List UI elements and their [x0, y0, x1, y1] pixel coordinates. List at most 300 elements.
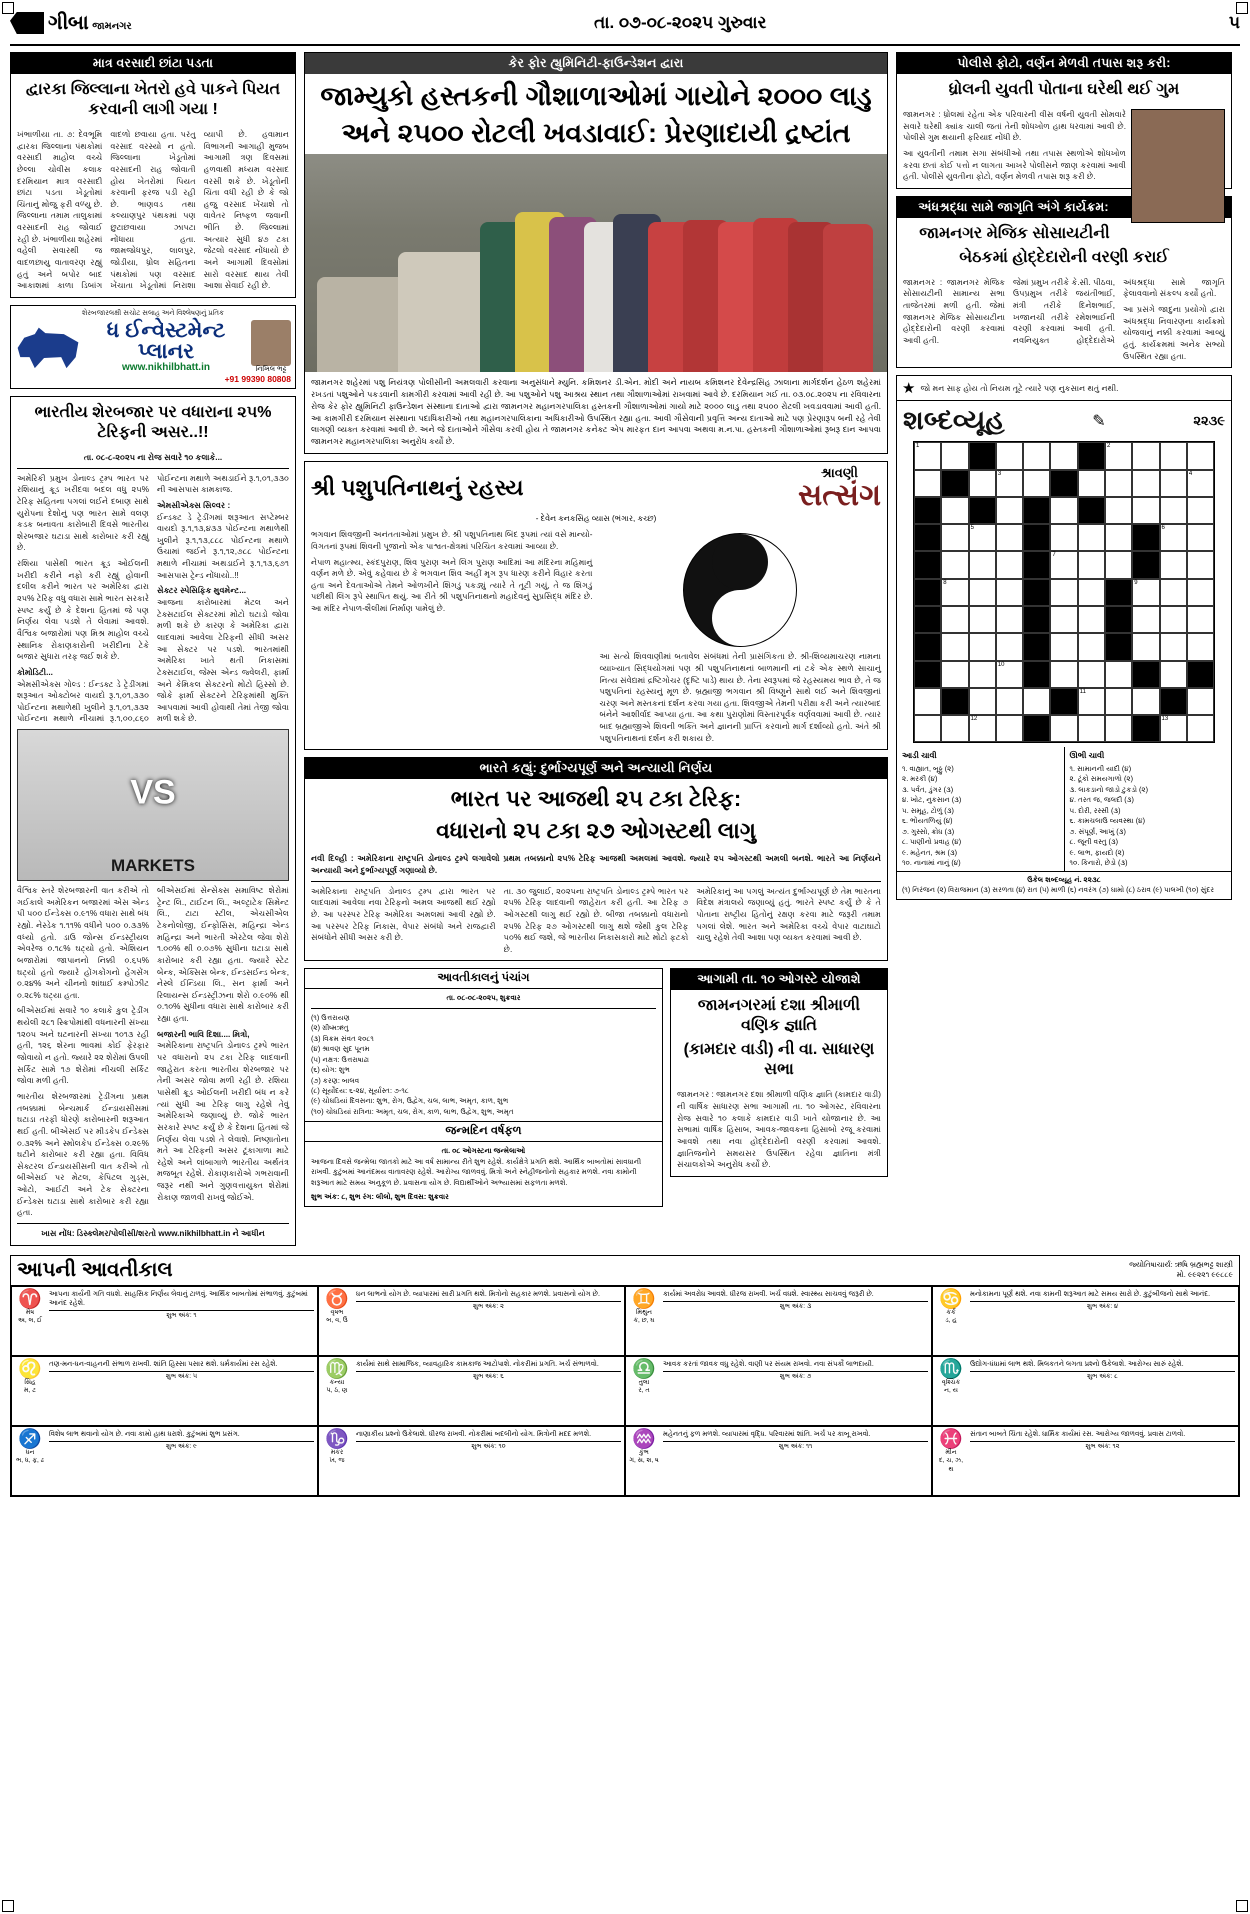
crossword-title: શબ્દવ્યૂહ [903, 405, 1005, 436]
article-tariff [304, 757, 888, 961]
crossword-block-cell [1023, 551, 1050, 578]
zodiac-range: અ, લ, ઈ [17, 1317, 42, 1325]
zodiac-glyph-icon: ♌ [18, 1358, 42, 1380]
market-para-4: બીએસઈમાં સવારે ૧૦ કલાકે કુલ ટ્રેડીંગ થયેલી ૨૮૧ સ્ક્રિપોમાંથી વધનારની સંખ્યા ૧૨૦૫ અને ઘટનારની સંખ્યા ૧૦૧૩ રહી હતી, ૧૨૬ શેરના ભાવમાં કોઈ ફેરફાર જોવાયો ન હતો. જ્યારે ૨૨ શેરોમાં ઉપલી સર્કિટ સામે ૧૭ શેરોમાં નીચલી સર્કિટ જોવા મળી હતી. [17, 1006, 149, 1086]
crossword-cell[interactable] [1078, 606, 1105, 633]
across-clue-6: ૭. ગુસ્સો, ક્રોધ (૩) [902, 826, 955, 836]
commodity-title: કોમોડિટી... [17, 667, 53, 677]
crossword-cell[interactable]: 10 [996, 661, 1023, 688]
silver-body: ઈન્ડક્ટ ડે ટ્રેડીંગમાં શરૂઆત સપ્ટેમ્બર વાયદો રૂ.૧,૧૩,૪૩૩ પોઈન્ટના મથાળેથી ખુલીને રૂ.૧,૧૩,૮૮૮ પોઈન્ટના મથાળે ઉંચામાં જઈને રૂ.૧,૧૨,૭૮૮ પોઈન્ટના મથાળે નીચામાં અથડાઈને રૂ.૧,૧૩,૬૭૧ આસપાસ ટ્રેન્ડ નોંધાયો..!! [157, 512, 289, 580]
crossword-cell[interactable] [1187, 524, 1214, 551]
issue-date: તા. ૦૭-૦૮-૨૦૨૫ ગુરુવાર [594, 13, 767, 32]
crossword-cell[interactable] [914, 715, 941, 742]
tariff-para-1: અમેરિકાના રાષ્ટ્રપતિ ડોનાલ્ડ ટ્રમ્પ દ્વારા ભારત પર લાદવામાં આવેલા નવા ટેરિફનો અમલ આજથી થઈ રહ્યો છે. આ પરસ્પર ટેરિફ અમેરિકા અમલમાં આવી રહ્યો છે. આ પરસ્પર ટેરિફ નિકાસ, વેપાર સંબંધો અને રાજદ્વારી સંબંધોને સીધી અસર કરી છે. [311, 886, 496, 943]
magic-headline-line2: બેઠકમાં હોદ્દેદારોની વરણી કરાઈ [959, 248, 1169, 266]
sector-title: સેક્ટર સ્પેસિફિક મુવમેન્ટ... [157, 586, 247, 596]
zodiac-range: દ, ચ, ઝ, થ [938, 1457, 964, 1473]
horoscope-cell [11, 1356, 318, 1426]
sector-body: આજના કારોબારમાં મેટલ અને ટેક્સટાઈલ સેક્ટરમાં મોટો ઘટાડો જોવા મળી શકે છે કારણ કે અમેરિકા દ્વારા લાદવામાં આવેલા ટેરિફની સીધી અસર આ સેક્ટર પર પડશે. ભારતમાંથી અમેરિકા ખાતે થતી નિકાસમાં ટેક્સટાઈલ, જેમ્સ એન્ડ જ્વેલરી, ફાર્મા અને કેમિકલ સેક્ટરનો મોટો હિસ્સો છે. જોકે ફાર્મા સેક્ટરને ટેરિફમાંથી મુક્તિ આપવામાં આવી હોવાથી તેમાં તેજી જોવા મળી શકે છે. [157, 598, 289, 724]
zodiac-text: કાર્યમાં સાથે સામાજિક, વ્યાવહારિક કામકાજ આટોપાશે. નોકરીમાં પ્રગતિ. ખર્ચ સંભાળવો. શુભ અંક: ૬ [356, 1360, 621, 1422]
crossword-cell[interactable] [941, 633, 968, 660]
ad-brand-name: ધ ઈન્વેસ્ટમેન્ટ પ્લાનર [106, 319, 226, 364]
across-clue-7: ૮. પાણીનો પ્રવાહ (૪) [902, 837, 962, 847]
zodiac-text: તણ-મન-ધન-વાહનની સંભાળ રાખવી. શાંતિ હિસ્સા પસાર થશે. ધર્મકાર્યમાં રસ રહેશે. શુભ અંક: ૫ [49, 1360, 314, 1422]
crossword-cell[interactable] [1023, 688, 1050, 715]
crossword-cell[interactable] [1050, 661, 1077, 688]
crossword-block-cell [1023, 497, 1050, 524]
article-sabha [670, 968, 888, 1176]
crossword-cell[interactable]: 5 [969, 524, 996, 551]
crossword-cell[interactable] [1050, 606, 1077, 633]
down-clue-9: ૧૦. કિનારો, છેડો (૩) [1069, 857, 1128, 867]
crossword-cell[interactable] [1187, 579, 1214, 606]
crossword-cell[interactable] [1187, 551, 1214, 578]
crossword-cell[interactable] [941, 497, 968, 524]
crossword-cell[interactable]: 3 [996, 470, 1023, 497]
panchang-line-0: (૧) ઉત્તરાયણ [311, 1012, 350, 1022]
horoscope-cell [625, 1286, 932, 1356]
crossword-cell[interactable] [1160, 497, 1187, 524]
zodiac-name: મિથુન [636, 1308, 652, 1316]
advertisement-investment-planner[interactable] [10, 305, 296, 389]
sabha-headline-line1: જામનગરમાં દશા શ્રીમાળી વણિક જ્ઞાતિ [697, 997, 861, 1035]
crossword-block-cell [941, 688, 968, 715]
horoscope-cell [625, 1426, 932, 1496]
crossword-cell[interactable] [1050, 715, 1077, 742]
article-market [10, 396, 296, 1246]
shravani-satsang-logo [798, 465, 881, 511]
crossword-cell[interactable] [1132, 497, 1159, 524]
market-para-6: બીએસઈમાં સેન્સેક્સ સમાવિષ્ટ શેરોમાં ટ્રેન્ટ લિ., ટાઈટન લિ., અલ્ટ્રાટેક સિમેન્ટ લિ., ટાટા સ્ટીલ, એચસીએલ ટેકનોલોજી, ઈન્ફોસિસ, મહિન્દ્રા એન્ડ મહિન્દ્રા અને ભારતી એરટેલ જેવા શેરો ૧.૦૦% થી ૦.૦૭% સુધીના ઘટાડા સાથે કારોબાર કરી રહ્યા હતા. જ્યારે સ્ટેટ બેન્ક, એક્સિસ બેન્ક, ઈન્ડસઈન્ડ બેન્ક, નેસ્લે ઈન્ડિયા લિ., સન ફાર્મા અને રિલાયન્સ ઈન્ડસ્ટ્રીઝના શેરો ૦.૯૦% થી ૦.૧૦% સુધીના વધારા સાથે કારોબાર કરી રહ્યા હતા. [157, 886, 289, 1024]
crossword-cell[interactable] [1132, 470, 1159, 497]
crossword-cell[interactable] [969, 579, 996, 606]
horoscope-cell [318, 1286, 625, 1356]
crossword-cell[interactable] [1187, 442, 1214, 469]
crossword-cell[interactable] [1160, 442, 1187, 469]
advice-title: બજારની ભાવિ દિશા.... મિત્રો, [157, 1029, 250, 1039]
crossword-cell[interactable] [1132, 442, 1159, 469]
panchang-title: આવતીકાલનું પંચાંગ [305, 969, 662, 989]
crossword-cell[interactable] [996, 579, 1023, 606]
zodiac-text: આવક કરતાં જાવક વધુ રહેશે. વાણી પર સંયમ રાખવો. નવા સંપર્કો લાભદાયી. શુભ અંક: ૭ [663, 1360, 928, 1422]
across-clue-2: ૩. પર્વત, ડુંગર (૩) [902, 784, 954, 794]
horoscope-block [10, 1255, 1240, 1497]
zodiac-sign [936, 1430, 966, 1492]
crossword-cell[interactable] [941, 606, 968, 633]
crossword-block-cell [1132, 661, 1159, 688]
crossword-cell[interactable] [996, 442, 1023, 469]
crossword-cell[interactable] [969, 688, 996, 715]
zodiac-name: વૃષભ [330, 1308, 344, 1316]
tariff-para-3: અમેરિકાનું આ પગલું અત્યંત દુર્ભાગ્યપૂર્ણ છે તેમ ભારતના વિદેશ મંત્રાલયે જણાવ્યું હતું. ભારતે સ્પષ્ટ કર્યું છે કે તે પોતાના રાષ્ટ્રીય હિતોનું રક્ષણ કરવા માટે જરૂરી તમામ પગલાં લેશે. ભારત અને અમેરિકા વચ્ચે વેપાર વાટાઘાટો ચાલુ રહેશે તેવી આશા પણ વ્યક્ત કરવામાં આવી છે. [696, 886, 881, 943]
column-left [10, 52, 296, 1253]
crossword-cell[interactable] [1160, 633, 1187, 660]
crossword-block-cell [1023, 661, 1050, 688]
zodiac-glyph-icon: ♎ [632, 1358, 656, 1380]
zodiac-glyph-icon: ♊ [632, 1288, 656, 1310]
crossword-block-cell [969, 442, 996, 469]
crossword-cell[interactable] [1105, 470, 1132, 497]
satsang-line2: સત્સંગ [797, 479, 881, 513]
astrologer-name: જ્યોતિષાચાર્ય: ઋષિ બ્રહ્મભટ્ટ શાસ્ત્રી [1129, 1260, 1233, 1270]
sabha-body: જામનગર : જામનગર દશા શ્રીમાળી વણિક જ્ઞાતિ (કામદાર વાડી) ની વાર્ષિક સાધારણ સભા આગામી તા. ૧૦ ઓગસ્ટ, રવિવારના રોજ સવારે ૧૦ કલાકે કામદાર વાડી ખાતે યોજાનાર છે. આ સભામાં વાર્ષિક હિસાબ, આવક-જાવકના હિસાબો રજૂ કરવામાં આવશે તથા નવા હોદ્દેદારોની વરણી કરવામાં આવશે. જ્ઞાતિજનોને સમયસર ઉપસ્થિત રહેવા જ્ઞાતિના મંત્રી સંચાલકોએ અનુરોધ કર્યો છે. [677, 1090, 881, 1170]
police-para-1: જામનગર : ધ્રોલમાં રહેતા એક પરિવારની વીસ વર્ષની યુવતી સોમવારે સવારે ઘરેથી ક્યાંક ચાલી જતાં તેની શોધખોળ હાથ ધરવામાં આવી છે. પોલીસે ગુમ થયાની ફરિયાદ નોંધી છે. [903, 110, 1126, 143]
crossword-cell[interactable] [1078, 470, 1105, 497]
missing-girl-photo [1131, 109, 1225, 223]
crossword-cell[interactable] [1160, 661, 1187, 688]
crossword-block-cell [1187, 661, 1214, 688]
zodiac-lucky-number: શુભ અંક: ૬ [356, 1371, 621, 1381]
panchang-line-4: (૫) નક્ષત્ર: ઉત્તરાષાઢા [311, 1054, 370, 1064]
zodiac-range: ક, છ, ઘ [633, 1317, 655, 1325]
zodiac-glyph-icon: ♐ [18, 1428, 42, 1450]
crossword-cell[interactable] [996, 633, 1023, 660]
tariff-lead: નવી દિલ્હી : અમેરિકાના રાષ્ટ્રપતિ ડોનાલ્ડ ટ્રમ્પે લગાવેલો પ્રથમ તબક્કાનો ૨૫% ટેરિફ આજથી અમલમાં આવશે. જ્યારે ૨૫ ઓગસ્ટથી અમલી બનશે. ભારતે આ નિર્ણયને અન્યાયી અને દુર્ભાગ્યપૂર્ણ ગણાવ્યો છે. [311, 854, 881, 875]
zodiac-range: ડ, હ [945, 1317, 957, 1325]
panchang-date: તા. ૦૮-૦૮-૨૦૨૫, શુક્રવાર [446, 993, 521, 1003]
crossword-cell[interactable] [1078, 524, 1105, 551]
crossword-quote: જો મન સાફ હોય તો નિયમ તૂટે ત્યારે પણ નુકસાન થતું નથી. [920, 383, 1119, 393]
crossword-block-cell [1023, 715, 1050, 742]
magic-headline-line1: જામનગર મેજિક સોસાયટીની [919, 224, 1110, 242]
crossword-cell[interactable] [1023, 442, 1050, 469]
pashupati-byline: - દેવેન કનકસિંહ વ્યાસ (ભંગાર, કચ્છ) [535, 514, 657, 524]
zodiac-range: ગ, સ, શ, ષ [629, 1457, 659, 1465]
crossword-block-cell [914, 579, 941, 606]
zodiac-lucky-number: શુભ અંક: ૧ [49, 1310, 314, 1320]
logo-subtitle: જામનગર [92, 20, 132, 32]
down-clue-4: ૫. દોરી, રસ્સી (૩) [1069, 805, 1121, 815]
across-clue-1: ૨. મરકી (૪) [902, 774, 938, 784]
crossword-block-cell [914, 524, 941, 551]
zodiac-glyph-icon: ♑ [325, 1428, 349, 1450]
zodiac-lucky-number: શુભ અંક: ૨ [356, 1301, 621, 1311]
crossword-cell[interactable] [1105, 661, 1132, 688]
zodiac-text: સંતાન બાબતે ચિંતા રહેશે. ધાર્મિક કાર્યમાં રસ. આરોગ્ય જાળવવું. પ્રવાસ ટાળવો. શુભ અંક: ૧૨ [970, 1430, 1235, 1492]
zodiac-lucky-number: શુભ અંક: ૫ [49, 1371, 314, 1381]
panchang-line-6: (૭) કરણ: બાલવ [311, 1075, 360, 1085]
crossword-cell[interactable] [996, 524, 1023, 551]
crossword-cell[interactable] [1078, 579, 1105, 606]
crossword-cell[interactable]: 12 [969, 715, 996, 742]
gaushala-caption: જામનગર શહેરમાં પશુ નિયંત્રણ પોલીસીની અમલવારી કરવાના અનુસંધાને મ્યુનિ. કમિશનર ડી.એન. મોદી અને નાયબ કમિશનર દેવેન્દ્રસિંહ ઝાલાના માર્ગદર્શન હેઠળ શહેરમાં રખડતાં પશુઓને પકડવાની કામગીરી કરવામાં આવી રહી છે. આ પશુઓને પશુ આશ્રય સ્થાન તથા ગૌશાળાઓમાં રાખવામાં આવે છે. દરમિયાન ગઈ તા. ૦૩.૦૮.૨૦૨૫ ના રવિવારના રોજ કેર ફોર હ્યુમિનિટી ફાઉન્ડેશન સંસ્થાના દાતાઓ દ્વારા જામનગર મહાનગરપાલિકા હસ્તકની ગૌશાળાઓમાં ગાયો માટે ૨૦૦૦ લાડુ તથા ૨૫૦૦ રોટલી ખવડાવવામાં આવી હતી. આ કામગીરી દરમિયાન સંસ્થાના પદાધિકારીઓ તથા મહાનગરપાલિકાના અધિકારીઓ ઉપસ્થિત રહ્યા હતા. આવી ગૌસેવાની પ્રવૃત્તિ અન્ય દાતાઓ માટે પણ પ્રેરણારૂપ બની રહે તેવી લાગણી વ્યક્ત કરવામાં આવી છે. અને જે દાતાઓને ગૌસેવા કરવી હોય તે જામનગર કનેક્ટ એપ મારફત દાન આપવા અથવા મ.ન.પા. હસ્તકની ગૌશાળાઓમાં રૂબરૂ દાન આપવા જામનગર મહાનગરપાલિકા અનુરોધ કર્યો છે. [311, 377, 881, 447]
down-clue-6: ૭. સંપૂર્ણ, આખું (૩) [1069, 826, 1126, 836]
market-para-3: વૈશ્વિક સ્તરે શેરબજારની વાત કરીએ તો ગઈકાલે અમેરિકન બજારમાં એસ એન્ડ પી ૫૦૦ ઈન્ડેક્સ ૦.૯૧% વધારા સાથે બંધ રહ્યો. નેસ્ડેક ૧.૧૧% વધીને ૫૦૦ ૦.૩૩% વધ્યો હતો. ડાઉ જોન્સ ઈન્ડસ્ટ્રીયલ એવરેજ ૦.૧૮% ઘટ્યો હતો. એશિયન બજારોમાં જાપાનનો નિક્કી ૦.૬૫% ઘટ્યો હતો જ્યારે હોંગકોંગનો હેંગસેંગ ૦.૨૪% અને ચીનનો શાંઘાઈ કમ્પોઝીટ ૦.૨૮% ઘટ્યા હતા. [17, 886, 149, 1000]
crossword-block-cell [1132, 551, 1159, 578]
zodiac-name: મેષ [25, 1308, 35, 1316]
magic-para-1: જામનગર : જામનગર મેજિક સોસાયટીની સામાન્ય સભા તાજેતરમાં મળી હતી. જેમાં જામનગર મેજિક સોસાયટીના હોદ્દેદારોની વરણી કરવામાં આવી હતી. [903, 277, 1005, 346]
zodiac-text: ઉદ્યોગ-ધંધામાં લાભ થશે. મિલકતને લગતા પ્રશ્નો ઉકેલાશે. આરોગ્ય સારું રહેશે. શુભ અંક: ૮ [970, 1360, 1235, 1422]
crossword-block-cell [914, 606, 941, 633]
crossword-cell[interactable] [941, 524, 968, 551]
crossword-cell[interactable] [1105, 688, 1132, 715]
crossword-cell[interactable]: 11 [1078, 688, 1105, 715]
logo-text: ગીબા [48, 11, 89, 34]
crossword-cell[interactable] [1023, 470, 1050, 497]
zodiac-sign [936, 1290, 966, 1352]
rain-kicker: માત્ર વરસાદી છાંટા પડતા [11, 53, 295, 74]
crossword-block-cell [1160, 688, 1187, 715]
janma-body: આજના દિવસે જન્મેલા જાતકો માટે આ વર્ષ સામાન્ય રીતે શુભ રહેશે. કાર્યક્ષેત્રે પ્રગતિ થશે. આર્થિક બાબતોમાં સાવધાની રાખવી. કુટુંબમાં આનંદમય વાતાવરણ રહેશે. આરોગ્ય જાળવવું. મિત્રો અને સ્નેહીજનોનો સહકાર મળશે. નવા કામોની શરૂઆત માટે સમય અનુકૂળ છે. પ્રવાસના યોગ છે. વિદ્યાર્થીઓને અભ્યાસમાં સફળતા મળશે. [311, 1156, 642, 1187]
crossword-block-cell [1105, 606, 1132, 633]
horoscope-cell [625, 1356, 932, 1426]
crossword-block-cell [1132, 524, 1159, 551]
rain-body: ખંભાળીયા તા. ૭: દેવભૂમિ દ્વારકા જિલ્લાના પંથકોમાં વરસાદી માહોલ વચ્ચે છેલ્લા ચોવીસ કલાક દરમિયાન માત્ર વરસાદી છાંટા પડતા ખેડૂતોમાં ચિંતાનું મોજુ ફરી વળ્યુ છે. જિલ્લાના તમામ તાલુકામાં વરસાદની રાહ જોવાઈ રહી છે. ખંભાળીયા શહેરમાં વહેલી સવારથી જ વાદળછાયુ વાતાવરણ રહ્યું હતું અને બપોર બાદ આકાશમાં કાળા ડિબાંગ વાદળો છવાયા હતા. પરંતુ વરસાદ વરસ્યો ન હતો. જિલ્લાના ખેડૂતોમાં વરસાદની રાહ જોવાતી હોય ખેતરોમાં પિયત કરવાની ફરજ પડી રહી છે. ભાણવડ તથા કલ્યાણપુર પંથકમાં પણ છુટાછવાયા ઝાપટા નોંધાયા હતા. જામજોધપુર, લાલપુર, જોડીયા, ધ્રોલ સહિતના પંથકોમાં પણ વરસાદ ખેંચાતા ખેડૂતોમાં નિરાશા વ્યાપી છે. હવામાન વિભાગની આગાહી મુજબ આગામી ત્રણ દિવસમાં હળવાથી મધ્યમ વરસાદ વરસી શકે છે. ખેડૂતોની ચિંતા વધી રહી છે કે જો હજુ વરસાદ ખેંચાશે તો વાવેતર નિષ્ફળ જવાની ભીતિ છે. જિલ્લામાં અત્યાર સુધી ૪૭ ટકા જેટલો વરસાદ નોંધાયો છે અને આગામી દિવસોમાં સારો વરસાદ થાય તેવી આશા સેવાઈ રહી છે. [17, 130, 289, 291]
crossword-block-cell [1023, 606, 1050, 633]
crossword-across [897, 747, 1064, 871]
zodiac-sign [15, 1430, 45, 1492]
newspaper-logo [10, 12, 132, 35]
gaushala-kicker: કેર ફોર હ્યુમિનિટી-ફાઉન્ડેશન દ્વારા [305, 53, 887, 74]
zodiac-lucky-number: શુભ અંક: ૮ [970, 1371, 1235, 1381]
article-rain [10, 52, 296, 298]
crossword-cell[interactable]: 2 [1105, 442, 1132, 469]
ad-tagline: શેરબજારલક્ષી સચોટ સલાહ અને વિશ્લેષણનું પ્રતિક [82, 309, 224, 317]
pashupati-para-3: આ સત્યે શિવવાણીમાં બતાવેલ સંબંધમાં તેની પ્રાસંગિકતા છે. શ્રી-શિવ્યમાચરણ નામના વ્યાખ્યાત સિદ્ધયોગમાં પણ શ્રી પશુપતિનાથનાં બાળમાની નાં ટકે એક સ્થળે સાચાનું નિત્ય સંવેદ્યમાં દ્રષ્ટિગોચર (દૃષ્ટિ પાડે) થાય છે. તેના સ્વરૂપમાં જે રહસ્યમય ભાવ છે, તે જ પશુપતિનાં રહસ્યનું મૂળ છે. બ્રહ્માજી ભગવાન શ્રી વિષ્ણુને સાથે લઈ અને શિવજીનાં ચરણ અને મસ્તકનાં દર્શન કરવા ગયા હતા. શિવજીએ તેમની પરીક્ષા કરી અને ત્યારબાદ બંનેને આશીર્વાદ આપ્યા હતા. આ કથા પુરાણોમાં વિસ્તારપૂર્વક વર્ણવવામાં આવી છે. ત્યાર બાદ બ્રહ્માજીએ શિવની ભક્તિ અને જ્ઞાનની પ્રાપ્તિ કરવાનો માર્ગ દર્શાવ્યો હતો. અંતે શ્રી પશુપતિનાથનાં દર્શન કરી શકાય છે. [599, 652, 881, 743]
zodiac-sign [629, 1360, 659, 1422]
sabha-kicker: આગામી તા. ૧૦ ઓગસ્ટે યોજાશે [671, 969, 887, 990]
sabha-headline-line2: (કામદાર વાડી) ની વા. સાધારણ સભા [683, 1041, 875, 1079]
crossword-cell[interactable] [1160, 551, 1187, 578]
crossword-block-cell [1078, 497, 1105, 524]
crossword-cell[interactable] [996, 715, 1023, 742]
down-clue-8: ૯. લાભ, ફાયદો (૨) [1069, 847, 1125, 857]
zodiac-text: કાર્યમાં અવરોધ આવશે. ધીરજ રાખવી. ખર્ચ વધશે. સ્વાસ્થ્ય સાચવવું જરૂરી છે. શુભ અંક: ૩ [663, 1290, 928, 1352]
magic-kicker: અંધશ્રદ્ધા સામે જાગૃતિ અંગે કાર્યક્રમ: [897, 197, 1231, 218]
zodiac-name: સિંહ [24, 1378, 36, 1386]
panchang-line-8: (૯) ચોઘડિયાં દિવસના: શુભ, રોગ, ઉદ્વેગ, ચલ, લાભ, અમૃત, કાળ, શુભ [311, 1096, 509, 1106]
across-clue-3: ૪. ખોટ, નુકસાન (૩) [902, 795, 962, 805]
horoscope-cell [932, 1356, 1239, 1426]
crossword-block-cell [1023, 579, 1050, 606]
crossword-cell[interactable]: 4 [1187, 470, 1214, 497]
corner-mark-tr [1236, 2, 1248, 14]
zodiac-lucky-number: શુભ અંક: ૩ [663, 1301, 928, 1311]
crossword-answer-title: ઉકેલ શબ્દવ્યૂહ નં. ૨૨૩૮ [1027, 875, 1101, 885]
gaushala-photo [305, 154, 887, 372]
horoscope-grid [11, 1286, 1239, 1496]
zodiac-name: ધન [25, 1448, 35, 1456]
janma-date: તા. ૦૮ ઓગસ્ટના જન્મેલાઓ [441, 1146, 526, 1156]
ad-person-name: નિખિલ ભટ્ટ [255, 365, 287, 373]
tariff-para-2: તા. ૩૦ જુલાઈ, ૨૦૨૫ના રાષ્ટ્રપતિ ડોનાલ્ડ ટ્રમ્પે ભારત પર ૨૫% ટેરિફ લાદવાની જાહેરાત કરી હતી. આ ટેરિફ ૭ ઓગસ્ટથી લાગુ થઈ રહ્યો છે. બીજા તબક્કાનો વધારાનો ૨૫% ટેરિફ ૨૭ ઓગસ્ટથી લાગુ થશે જેથી કુલ ટેરિફ ૫૦% થઈ જશે, જે ભારતીય નિકાસકારો માટે મોટો ફટકો છે. [503, 886, 689, 954]
zodiac-sign [15, 1360, 45, 1422]
crossword-cell[interactable] [1078, 551, 1105, 578]
zodiac-text: વિશેષ લાભ થવાનો યોગ છે. નવા કામો હાથ ધરાશે. કુટુંબમાં શુભ પ્રસંગ. શુભ અંક: ૯ [49, 1430, 314, 1492]
crossword-block-cell [914, 551, 941, 578]
crossword-cell[interactable] [1187, 715, 1214, 742]
crossword-cell[interactable] [1050, 497, 1077, 524]
ad-portrait [251, 320, 291, 366]
panchang-line-5: (૬) યોગ: શુભ [311, 1065, 351, 1075]
across-clue-8: ૯. મહેનત, શ્રમ (૩) [902, 847, 958, 857]
zodiac-lucky-number: શુભ અંક: ૪ [970, 1301, 1235, 1311]
crossword-cell[interactable] [1160, 470, 1187, 497]
crossword-cell[interactable] [996, 551, 1023, 578]
crossword-cell[interactable] [941, 715, 968, 742]
crossword-cell[interactable] [1132, 688, 1159, 715]
police-kicker: પોલીસે ફોટો, વર્ણન મેળવી તપાસ શરૂ કરી: [897, 53, 1231, 74]
crossword-cell[interactable] [941, 442, 968, 469]
crossword-cell[interactable] [1132, 633, 1159, 660]
zodiac-glyph-icon: ♒ [632, 1428, 656, 1450]
article-pashupatinath [304, 461, 888, 750]
market-chart-image [17, 729, 289, 881]
zodiac-range: બ, વ, ઉ [326, 1317, 348, 1325]
zodiac-sign [936, 1360, 966, 1422]
logo-mark-icon [10, 12, 44, 34]
crossword-cell[interactable] [1078, 715, 1105, 742]
crossword-cell[interactable] [1078, 633, 1105, 660]
panchang-line-2: (૩) વિક્રમ સંવત ૨૦૮૧ [311, 1033, 374, 1043]
crossword-cell[interactable] [996, 606, 1023, 633]
tariff-headline-line2: વધારાનો ૨૫ ટકા ૨૭ ઓગસ્ટથી લાગુ [436, 817, 756, 843]
crossword-cell[interactable]: 8 [941, 579, 968, 606]
crossword-cell[interactable] [1105, 715, 1132, 742]
magic-para-3: આ પ્રસંગે જાદુના પ્રયોગો દ્વારા અંધશ્રદ્ધા નિવારણના કાર્યક્રમો યોજવાનું નક્કી કરવામાં આવ્યું હતું. કાર્યક્રમમાં અનેક સભ્યો ઉપસ્થિત રહ્યા હતા. [1123, 305, 1225, 361]
across-clue-0: ૧. વાહ્યાત, બૂઠ્ઠુ (૨) [902, 764, 954, 774]
page-number: ૫ [1228, 13, 1240, 32]
crossword-cell[interactable]: 6 [1160, 524, 1187, 551]
crossword-block [896, 375, 1232, 899]
crossword-cell[interactable] [1160, 606, 1187, 633]
zodiac-name: તુલા [638, 1378, 650, 1386]
crossword-block-cell [1078, 442, 1105, 469]
zodiac-sign [322, 1290, 352, 1352]
zodiac-lucky-number: શુભ અંક: ૯ [49, 1441, 314, 1451]
down-clue-5: ૬. કામચલાઉ વ્યવસ્થા (૪) [1069, 816, 1146, 826]
panchang-line-1: (૨) ગ્રીષ્મઋતુ [311, 1023, 349, 1033]
crossword-cell[interactable] [1187, 606, 1214, 633]
astrologer-phone: મો. ૯૯૨૨૧ ૯૯૮૮૯ [1176, 1270, 1233, 1280]
crossword-cell[interactable] [969, 470, 996, 497]
gaushala-headline-line2: અને ૨૫૦૦ રોટલી ખવડાવાઈ: પ્રેરણાદાયી દ્રષ્ટાંત [341, 117, 851, 148]
crossword-cell[interactable] [1105, 551, 1132, 578]
crossword-cell[interactable]: 1 [914, 442, 941, 469]
crossword-cell[interactable]: 7 [1050, 551, 1077, 578]
crossword-block-cell [914, 661, 941, 688]
zodiac-range: ર, ત [638, 1387, 650, 1395]
ad-phone-number: +91 99390 80808 [224, 373, 291, 384]
crossword-cell[interactable] [996, 688, 1023, 715]
crossword-cell[interactable]: 13 [1160, 715, 1187, 742]
crossword-cell[interactable] [996, 497, 1023, 524]
corner-mark-bl [2, 1900, 14, 1912]
yin-yang-icon [683, 533, 797, 647]
zodiac-text: ધન લાભનો યોગ છે. વ્યાપારમાં સારી પ્રગતિ થશે. મિત્રોનો સહકાર મળશે. પ્રવાસનો યોગ છે. શુભ અંક: ૨ [356, 1290, 621, 1352]
horoscope-cell [11, 1286, 318, 1356]
market-subhead: તા. ૦૮-૮-૨૦૨૫ ના રોજ સવારે ૧૦ કલાકે... [83, 452, 223, 462]
zodiac-name: વૃશ્ચિક [941, 1378, 961, 1386]
across-clue-9: ૧૦. નાનામાં નાનું (૪) [902, 857, 961, 867]
tariff-headline-line1: ભારત પર આજથી ૨૫ ટકા ટેરિફ: [450, 786, 742, 812]
crossword-cell[interactable] [1160, 579, 1187, 606]
janma-title: જન્મદિન વર્ષફળ [305, 1121, 662, 1142]
crossword-cell[interactable] [1050, 442, 1077, 469]
zodiac-lucky-number: શુભ અંક: ૧૨ [970, 1441, 1235, 1451]
down-title: ઊભી ચાવી [1069, 751, 1105, 761]
market-para-5: ભારતીય શેરબજારમાં ટ્રેડીંગના પ્રથમ તબક્કામાં બેન્ચમાર્ક ઈન્ડાયસીસમાં ઘટાડા તરફી ધોરણે કારોબારની શરૂઆત થઈ હતી. બીએસઈ પર મીડકેપ ઈન્ડેક્સ ૦.૩૨% અને સ્મોલકેપ ઈન્ડેક્સ ૦.૨૯% ઘટીને કારોબાર કરી રહ્યા હતા. વિવિધ સેક્ટરલ ઈન્ડાયસીસની વાત કરીએ તો બીએસઈ પર મેટલ, કેપિટલ ગુડ્સ, ઓટો, આઈટી અને ટેક સેક્ટરના ઈન્ડેક્સ ઘટાડા સાથે કારોબાર કરી રહ્યા હતા. [17, 1091, 149, 1218]
horoscope-cell [932, 1286, 1239, 1356]
crossword-grid[interactable] [913, 441, 1215, 743]
down-clue-2: ૩. લાકડાનો જાડો ટુકડો (૨) [1069, 784, 1149, 794]
ad-website-link[interactable]: www.nikhilbhatt.in [122, 362, 210, 374]
zodiac-text: મહેનતનું ફળ મળશે. વ્યાપારમાં વૃદ્ધિ. પરિવારમાં શાંતિ. ખર્ચ પર કાબૂ રાખવો. શુભ અંક: ૧૧ [663, 1430, 928, 1492]
crossword-cell[interactable] [969, 633, 996, 660]
crossword-cell[interactable] [1050, 579, 1077, 606]
crossword-block-cell [1023, 524, 1050, 551]
pashupati-para-1: ભગવાન શિવજીની અનંતતાઓમાં પ્રમુખ છે. શ્રી પશુપતિનાથ બિંદ રૂપમાં ત્યાં વસે માન્યો-વિગતનાં રૂપમાં શિવની પૂજાનો એક પાશ્વત-ક્ષેત્રમાં પરિચિત કરવામાં આવ્યા છે. [311, 530, 593, 551]
zodiac-sign [322, 1430, 352, 1492]
crossword-cell[interactable] [969, 551, 996, 578]
down-clue-3: ૪. તરત જ, જલદી (૩) [1069, 795, 1134, 805]
crossword-block-cell [969, 497, 996, 524]
zodiac-text: નાણાકીય પ્રશ્નો ઉકેલાશે. ધીરજ રાખવી. નોકરીમાં બદલીનો યોગ. મિત્રોની મદદ મળશે. શુભ અંક: ૧૦ [356, 1430, 621, 1492]
crossword-cell[interactable] [1105, 524, 1132, 551]
pencil-icon: ✎ [1092, 413, 1106, 431]
market-disclaimer: ખાસ નોંધ: ડિસ્ક્લેમર/પોલીસી/શરતો www.nikhilbhatt.in ને આધીન [41, 1229, 265, 1238]
crossword-cell[interactable] [1187, 497, 1214, 524]
zodiac-glyph-icon: ♋ [939, 1288, 963, 1310]
crossword-block-cell [1050, 470, 1077, 497]
horoscope-cell [318, 1426, 625, 1496]
crossword-block-cell [1105, 579, 1132, 606]
crossword-cell[interactable] [1187, 633, 1214, 660]
advice-body: અમેરિકાના રાષ્ટ્રપતિ ડોનાલ્ડ ટ્રમ્પે ભારત પર વધારાનો ૨૫ ટકા ટેરિફ લાદવાની જાહેરાત કરતા ભારતીય શેરબજાર પર તેની અસર જોવા મળી રહી છે. રશિયા પાસેથી ક્રૂડ ઓઈલની ખરીદી બંધ ન કરે ત્યાં સુધી આ ટેરિફ લાગુ રહેશે તેવું અમેરિકાએ જણાવ્યું છે. જોકે ભારત સરકારે સ્પષ્ટ કર્યું છે કે દેશના હિતમાં જે નિર્ણય લેવા પડશે તે લેવાશે. નિષ્ણાતોના મતે આ ટેરિફની અસર ટૂંકાગાળા માટે રહેશે અને લાંબાગાળે ભારતીય અર્થતંત્ર મજબૂત રહેશે. રોકાણકારોએ ગભરાવાની જરૂર નથી અને ગુણવત્તાયુક્ત શેરોમાં રોકાણ જાળવી રાખવું જોઈએ. [157, 1041, 289, 1202]
crossword-block-cell [941, 470, 968, 497]
pashupati-headline: શ્રી પશુપતિનાથનું રહસ્ય [311, 475, 524, 501]
crossword-cell[interactable] [914, 688, 941, 715]
crossword-cell[interactable] [1132, 606, 1159, 633]
crossword-cell[interactable] [969, 606, 996, 633]
zodiac-name: કર્ક [946, 1308, 956, 1316]
zodiac-text: આપના કાર્યની ગતિ વધશે. સાહસિક નિર્ણય લેવાનું ટાળવું. આર્થિક બાબતોમાં સંભાળવું. કુટુંબમાં આનંદ રહેશે. શુભ અંક: ૧ [49, 1290, 314, 1352]
crossword-cell[interactable] [1078, 661, 1105, 688]
crossword-answer-text: (૧) નિરંજન (૨) વિરાજમાન (૩) સરળતા (૪) રાત (૫) માળી (૬) નવરંગ (૭) ઘામો (૮) ઠરાવ (૯) પાલખી (૧૦) સુંદર [902, 885, 1215, 895]
crossword-cell[interactable] [969, 661, 996, 688]
corner-mark-tl [2, 2, 14, 14]
crossword-cell[interactable] [941, 661, 968, 688]
zodiac-name: મકર [330, 1448, 344, 1456]
zodiac-name: કન્યા [329, 1378, 345, 1386]
zodiac-text: મનોકામના પૂર્ણ થશે. નવા કામની શરૂઆત માટે સમય સારો છે. કુટુંબીજનો સાથે આનંદ. શુભ અંક: ૪ [970, 1290, 1235, 1352]
crossword-cell[interactable] [1187, 688, 1214, 715]
sabha-wrapper [670, 968, 888, 1214]
zodiac-glyph-icon: ♈ [18, 1288, 42, 1310]
crossword-cell[interactable] [1105, 497, 1132, 524]
across-clue-4: ૫. સમૂહ, ટોળું (૩) [902, 805, 954, 815]
crossword-cell[interactable]: 9 [1132, 579, 1159, 606]
satsang-line1: શ્રાવણી [821, 465, 858, 481]
across-title: આડી ચાવી [902, 751, 937, 761]
zodiac-range: મ, ટ [24, 1387, 36, 1395]
article-gaushala [304, 52, 888, 454]
crossword-cell[interactable] [914, 470, 941, 497]
magic-para-2: જેમાં પ્રમુખ તરીકે કે.સી. પીઠવા, ઉપપ્રમુખ તરીકે જયંતીભાઈ, મંત્રી તરીકે દિનેશભાઈ, ખજાનચી તરીકે રમેશભાઈની વરણી કરવામાં આવી હતી. નવનિયુક્ત હોદ્દેદારોએ અંધશ્રદ્ધા સામે જાગૃતિ ફેલાવવાનો સંકલ્પ કર્યો હતો. [1013, 277, 1225, 346]
crossword-cell[interactable] [1050, 633, 1077, 660]
horoscope-title: આપની આવતીકાલ [17, 1258, 173, 1281]
police-para-2: આ યુવતીની તમામ સગા સંબંધીઓ તથા તપાસ સ્થળોએ શોધખોળ કરવા છતાં કોઈ પત્તો ન લાગતા આખરે પોલીસને જાણ કરવામાં આવી હતી. પોલીસે યુવતીના ફોટો, વર્ણન મેળવી તપાસ શરૂ કરી છે. [903, 148, 1126, 182]
down-clue-0: ૧. સામાનની યાદી (૪) [1069, 764, 1132, 774]
crossword-cell[interactable] [1050, 524, 1077, 551]
down-clue-1: ૨. ટૂંકો સમયગાળો (૨) [1069, 774, 1133, 784]
crossword-cell[interactable] [941, 551, 968, 578]
bull-icon [15, 324, 81, 370]
zodiac-range: ખ, જ [329, 1457, 345, 1465]
crossword-block-cell [914, 633, 941, 660]
panchang-line-3: (૪) શ્રાવણ સુદ પૂનમ [311, 1044, 370, 1054]
across-clue-5: ૬. ભોંયતળિયું (૪) [902, 816, 953, 826]
